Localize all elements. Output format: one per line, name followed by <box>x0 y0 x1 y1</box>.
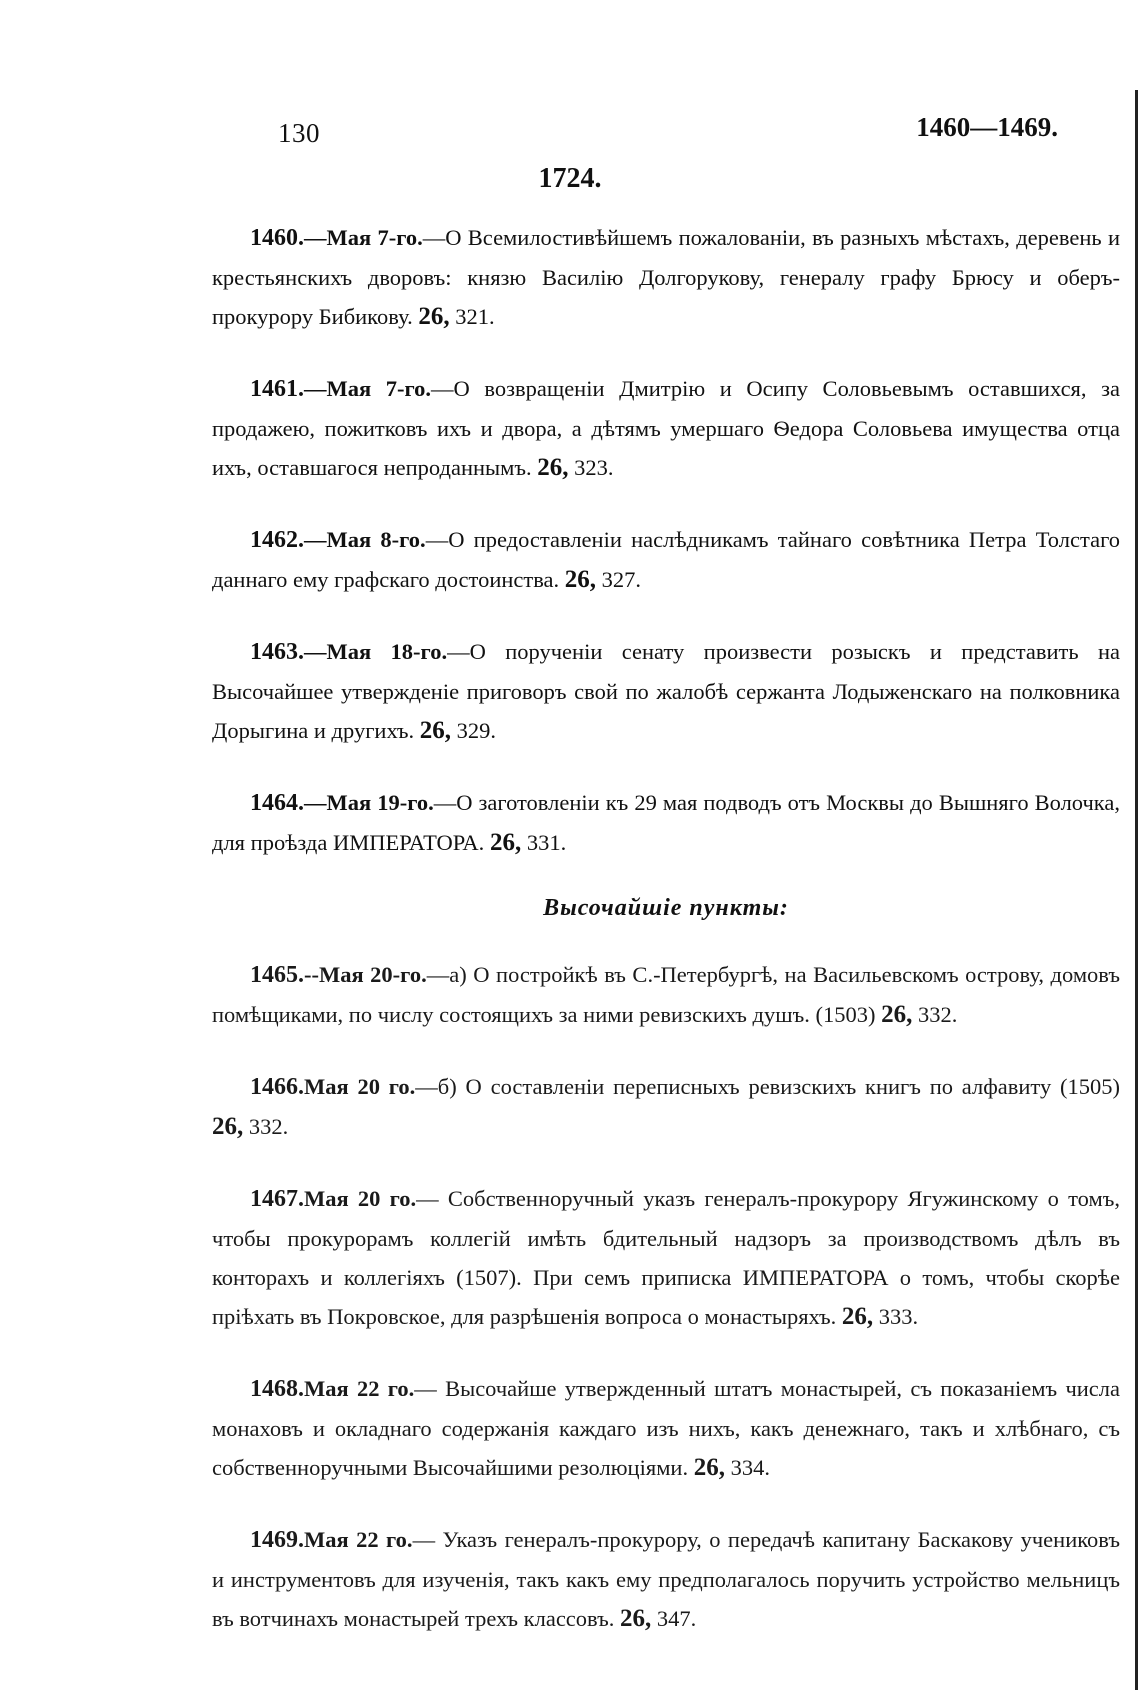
entry-date: —Мая 19-го. <box>304 790 434 815</box>
entry-page: 321. <box>455 304 495 329</box>
entry-number: 1466. <box>250 1074 304 1100</box>
entry-date: Мая 22 го. <box>304 1527 413 1552</box>
entry-text: — Указъ генералъ-прокурору, о передачѣ капитану Баскакову учениковъ и инструментовъ для изученія, такъ какъ ему предполагалось поручить устройство мельницъ въ вотчинахъ монастырей трехъ классовъ. <box>212 1527 1120 1631</box>
page-edge-rule <box>1135 90 1138 1690</box>
entry-number: 1463. <box>250 639 304 665</box>
entry-number: 1461. <box>250 376 304 402</box>
entry-text: —О возвращеніи Дмитрію и Осипу Соловьевымъ оставшихся, за продажею, пожитковъ ихъ и двора, а дѣтямъ умершаго Ѳедора Соловьева имущества отца ихъ, оставшагося непроданнымъ. <box>212 376 1121 480</box>
entry-1469 <box>212 1520 1120 1638</box>
entry-date: —Мая 7-го. <box>304 376 432 401</box>
entry-number: 1468. <box>250 1376 304 1402</box>
entry-page: 332. <box>248 1114 289 1139</box>
entry-volume: 26, <box>620 1605 652 1632</box>
entry-page: 347. <box>656 1606 697 1631</box>
entry-1466 <box>212 1067 1120 1146</box>
entry-page: 331. <box>526 830 567 855</box>
entry-1461 <box>212 369 1120 487</box>
entry-volume: 26, <box>419 717 452 744</box>
entry-1467 <box>212 1179 1120 1336</box>
entry-volume: 26, <box>537 454 569 481</box>
entry-page: 332. <box>917 1002 958 1027</box>
entry-1468 <box>212 1369 1120 1487</box>
entry-page: 323. <box>574 455 614 480</box>
entry-1460 <box>212 218 1120 336</box>
entry-number: 1469. <box>250 1527 304 1553</box>
entry-page: 333. <box>878 1304 919 1329</box>
section-title: Высочайшіе пункты: <box>543 895 789 921</box>
entry-number: 1462. <box>250 527 304 553</box>
entry-number: 1467. <box>250 1186 304 1212</box>
entry-text: —б) О составленіи переписныхъ ревизскихъ книгъ по алфавиту (1505) <box>415 1074 1120 1099</box>
entry-number: 1460. <box>250 225 304 251</box>
year-heading: 1724. <box>538 163 602 194</box>
entries-list <box>212 218 1120 1671</box>
entry-range: 1460—1469. <box>916 112 1058 142</box>
page-number: 130 <box>278 118 320 148</box>
entry-1462 <box>212 520 1120 599</box>
entry-volume: 26, <box>212 1113 244 1140</box>
entry-date: Мая 20 го. <box>304 1074 416 1099</box>
entry-page: 327. <box>601 567 642 592</box>
entry-number: 1465. <box>250 962 304 988</box>
entry-1465 <box>212 955 1120 1034</box>
entry-date: —Мая 8-го. <box>304 527 426 552</box>
entry-date: —Мая 7-го. <box>304 225 423 250</box>
entry-page: 329. <box>456 718 497 743</box>
entry-text: — Собственноручный указъ генералъ-прокурору Ягужинскому о томъ, чтобы прокурорамъ коллегій имѣть бдительный надзоръ за производствомъ дѣлъ въ конторахъ и коллегіяхъ (1507). При семъ приписка ИМПЕРАТОРА о томъ, чтобы скорѣе пріѣхать въ Покровское, для разрѣшенія вопроса о монастыряхъ. <box>212 1186 1120 1329</box>
entry-text: —а) О постройкѣ въ С.-Петербургѣ, на Васильевскомъ острову, домовъ помѣщиками, по числу состоящихъ за ними ревизскихъ душъ. (1503) <box>212 962 1120 1027</box>
entry-volume: 26, <box>564 566 597 593</box>
entry-date: Мая 20 го. <box>304 1186 417 1211</box>
entry-text: —О Всемилостивѣйшемъ пожалованіи, въ разныхъ мѣстахъ, деревень и крестьянскихъ дворовъ: князю Василію Долгорукову, генералу графу Брюсу и оберъ-прокурору Бибикову. <box>212 225 1121 329</box>
entry-date: —Мая 18-го. <box>304 639 448 664</box>
entry-1464 <box>212 783 1120 862</box>
entry-volume: 26, <box>841 1303 874 1330</box>
entry-number: 1464. <box>250 790 304 816</box>
entry-text: —О заготовленіи къ 29 мая подводъ отъ Москвы до Вышняго Волочка, для проѣзда ИМПЕРАТОРА. <box>212 790 1120 855</box>
entry-text: — Высочайше утвержденный штатъ монастырей, съ показаніемъ числа монаховъ и окладнаго содержанія каждаго изъ нихъ, какъ денежнаго, такъ и хлѣбнаго, съ собственноручными Высочайшими резолюціями. <box>212 1376 1120 1480</box>
entry-date: Мая 22 го. <box>304 1376 415 1401</box>
entry-text: —О порученіи сенату произвести розыскъ и представить на Высочайшее утвержденіе приговоръ свой по жалобѣ сержанта Лодыженскаго на полковника Дорыгина и другихъ. <box>212 639 1121 743</box>
entry-1463 <box>212 632 1120 750</box>
entry-text: —О предоставленіи наслѣдникамъ тайнаго совѣтника Петра Толстаго даннаго ему графскаго достоинства. <box>212 527 1120 592</box>
entry-volume: 26, <box>881 1001 913 1028</box>
entry-volume: 26, <box>418 303 450 330</box>
entry-volume: 26, <box>489 829 522 856</box>
entry-date: --Мая 20-го. <box>304 962 427 987</box>
entry-page: 334. <box>730 1455 770 1480</box>
entry-volume: 26, <box>693 1454 725 1481</box>
